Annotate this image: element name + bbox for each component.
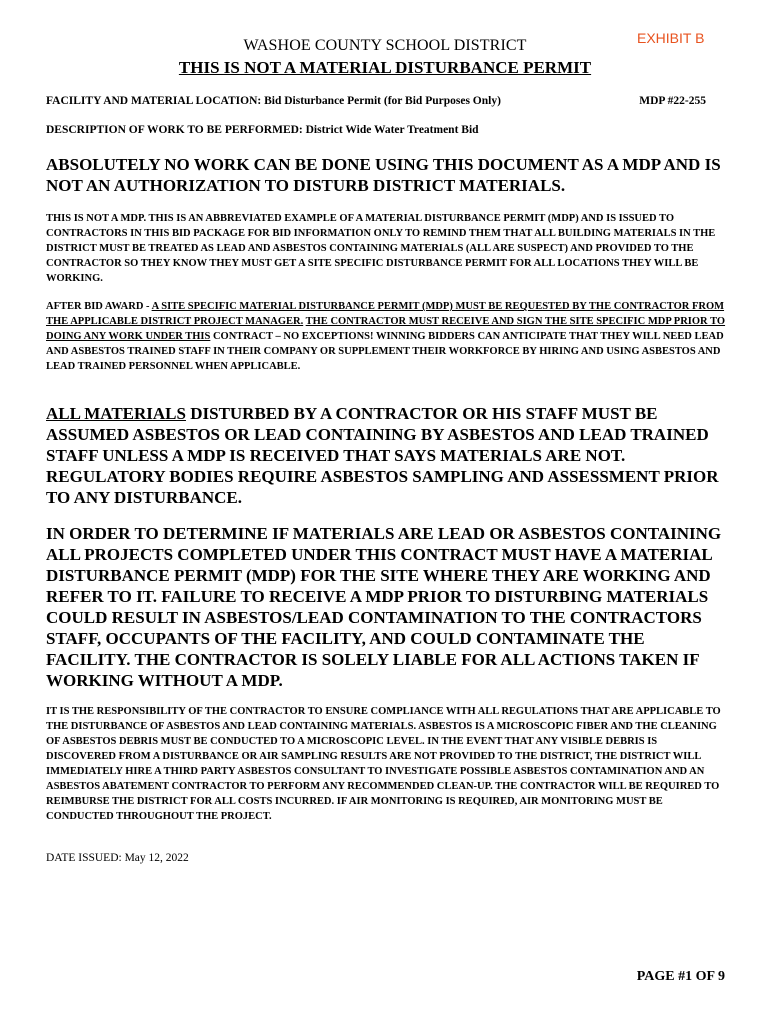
contractor-responsibility-paragraph: IT IS THE RESPONSIBILITY OF THE CONTRACTOR TO ENSURE COMPLIANCE WITH ALL REGULATIONS THAT ARE APPLICABLE TO THE DISTURBANCE OF ASBESTOS AND LEAD CONTAINING MATERIALS. ASBESTOS IS A MICROSCOPIC FIBER AND THE CLEANING OF ASBESTOS DEBRIS MUST BE CONDUCTED TO A MICROSCOPIC LEVEL. IN THE EVENT THAT ANY VISIBLE DEBRIS IS DISCOVERED FROM A DISTURBANCE OR AIR SAMPLING RESULTS ARE NOT PROVIDED TO THE DISTRICT, THE DISTRICT WILL IMMEDIATELY HIRE A THIRD PARTY ASBESTOS CONSULTANT TO INVESTIGATE POSSIBLE ASBESTOS CONTAMINATION AND AN ASBESTOS ABATEMENT CONTRACTOR TO PERFORM ANY RECOMMENDED CLEAN-UP. THE CONTRACTOR WILL BE REQUIRED TO REIMBURSE THE DISTRICT FOR ALL COSTS INCURRED. IF AIR MONITORING IS REQUIRED, AIR MONITORING MUST BE CONDUCTED THROUGHOUT THE PROJECT. [46, 706, 721, 822]
warning-heading-no-work: ABSOLUTELY NO WORK CAN BE DONE USING THIS DOCUMENT AS A MDP AND IS NOT AN AUTHORIZATION TO DISTURB DISTRICT MATERIALS. [46, 155, 721, 195]
exhibit-label: EXHIBIT B [637, 30, 705, 46]
page-number: PAGE #1 OF 9 [636, 969, 725, 984]
facility-location-line: FACILITY AND MATERIAL LOCATION: Bid Disturbance Permit (for Bid Purposes Only) [46, 95, 501, 107]
date-issued: DATE ISSUED: May 12, 2022 [46, 852, 189, 864]
request-mdp-requirement: A SITE SPECIFIC MATERIAL DISTURBANCE PERMIT (MDP) MUST BE REQUESTED BY THE CONTRACTOR FROM THE APPLICABLE DISTRICT PROJECT MANAGER. [46, 301, 725, 327]
sign-mdp-requirement: THE CONTRACTOR MUST RECEIVE AND SIGN THE SITE SPECIFIC MDP PRIOR TO DOING ANY WORK UNDER THIS [46, 316, 726, 342]
mdp-number: MDP #22-255 [639, 95, 706, 107]
district-name: WASHOE COUNTY SCHOOL DISTRICT [243, 37, 527, 54]
all-materials-heading [46, 403, 730, 508]
after-bid-award-lead: AFTER BID AWARD - [46, 301, 152, 312]
no-exceptions-text: CONTRACT – NO EXCEPTIONS! WINNING BIDDERS CAN ANTICIPATE THAT THEY WILL NEED LEAD AND ASBESTOS TRAINED STAFF IN THEIR COMPANY OR SUPPLEMENT THEIR WORKFORCE BY HIRING AND USING ASBESTOS AND LEAD TRAINED PERSONNEL WHEN APPLICABLE. [46, 331, 724, 372]
not-an-mdp-paragraph: THIS IS NOT A MDP. THIS IS AN ABBREVIATED EXAMPLE OF A MATERIAL DISTURBANCE PERMIT (MDP) AND IS ISSUED TO CONTRACTORS IN THIS BID PACKAGE FOR BID INFORMATION ONLY TO REMIND THEM THAT ALL BUILDING MATERIALS IN THE DISTRICT MUST BE TREATED AS LEAD AND ASBESTOS CONTAINING MATERIALS (ALL ARE SUSPECT) AND PROVIDED TO THE CONTRACTOR SO THEY KNOW THEY MUST GET A SITE SPECIFIC DISTURBANCE PERMIT FOR ALL LOCATIONS THEY WILL BE WORKING. [46, 213, 716, 284]
after-bid-award-paragraph [46, 299, 728, 374]
work-description-line: DESCRIPTION OF WORK TO BE PERFORMED: District Wide Water Treatment Bid [46, 124, 479, 136]
all-materials-emphasis: ALL MATERIALS [46, 404, 186, 423]
determine-materials-heading: IN ORDER TO DETERMINE IF MATERIALS ARE LEAD OR ASBESTOS CONTAINING ALL PROJECTS COMPLETED UNDER THIS CONTRACT MUST HAVE A MATERIAL DISTURBANCE PERMIT (MDP) FOR THE SITE WHERE THEY ARE WORKING AND REFER TO IT. FAILURE TO RECEIVE A MDP PRIOR TO DISTURBING MATERIALS COULD RESULT IN ASBESTOS/LEAD CONTAMINATION TO THE CONTRACTORS STAFF, OCCUPANTS OF THE FACILITY, AND COULD CONTAMINATE THE FACILITY. THE CONTRACTOR IS SOLELY LIABLE FOR ALL ACTIONS TAKEN IF WORKING WITHOUT A MDP. [46, 524, 722, 690]
page-title: THIS IS NOT A MATERIAL DISTURBANCE PERMIT [178, 58, 592, 77]
all-materials-rest: DISTURBED BY A CONTRACTOR OR HIS STAFF MUST BE ASSUMED ASBESTOS OR LEAD CONTAINING BY ASBESTOS AND LEAD TRAINED STAFF UNLESS A MDP IS RECEIVED THAT SAYS MATERIALS ARE NOT. REGULATORY BODIES REQUIRE ASBESTOS SAMPLING AND ASSESSMENT PRIOR TO ANY DISTURBANCE. [46, 404, 719, 507]
